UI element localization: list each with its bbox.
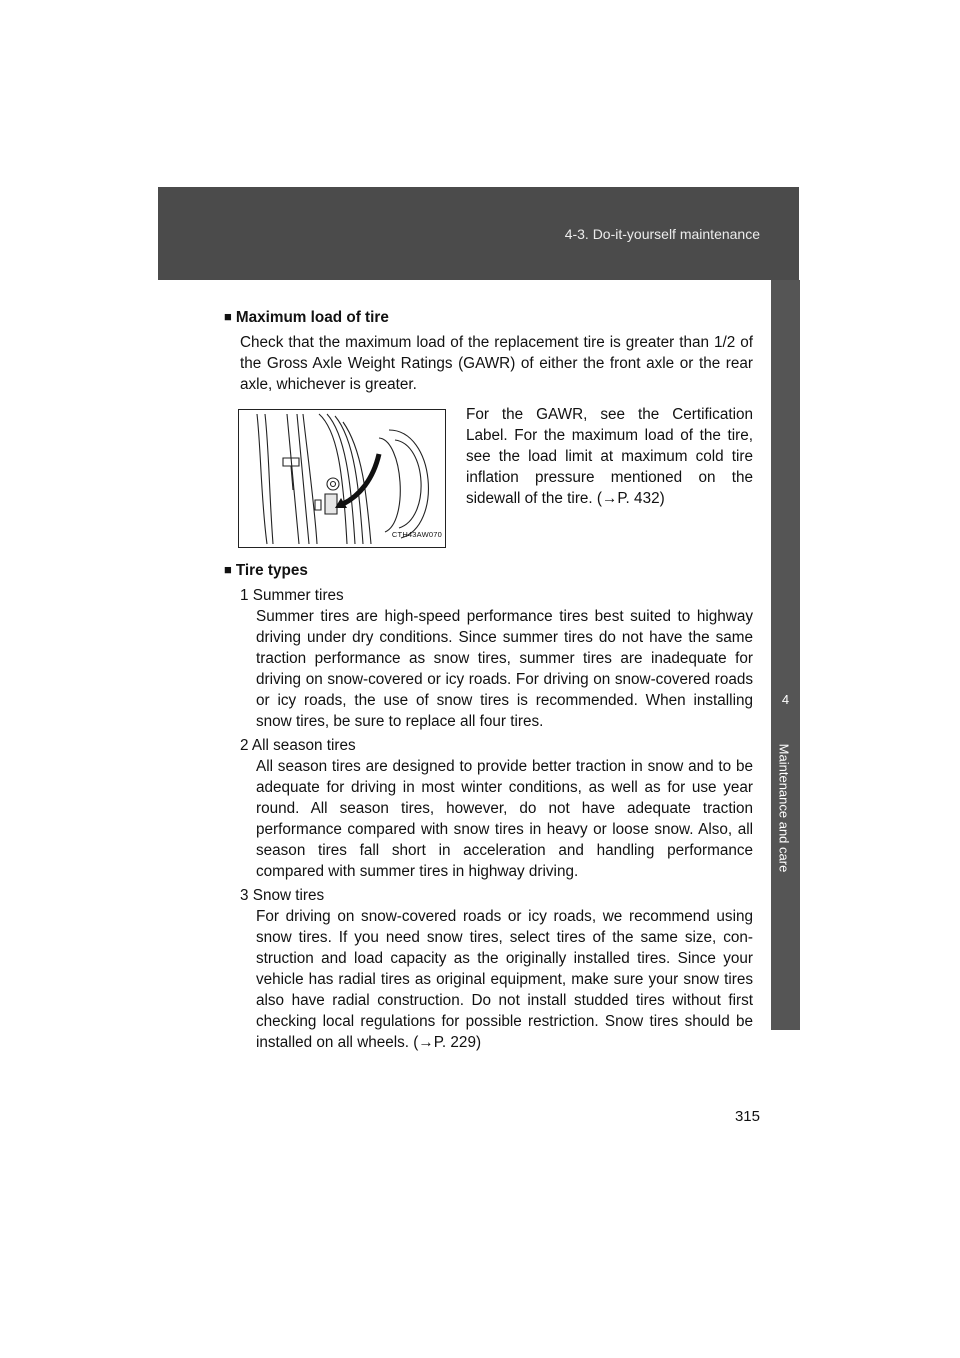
heading-max-load-text: Maximum load of tire	[235, 309, 389, 326]
heading-max-load	[224, 307, 389, 328]
heading-tire-types-text: Tire types	[235, 562, 308, 579]
tire-type-body: For driving on snow-covered roads or icy roads, we recommend using snow tires. If you need snow tires, select tires of the same size, con-struction and load capacity as the originally installed tires. Since your vehicle has radial tires as original equipment, make sure your snow tires also have radial construction. Do not install studded tires without first checking local regulations for possible restriction. Snow tires should be installed on all wheels. (→P. 229)	[256, 908, 753, 1051]
chapter-number: 4	[781, 692, 790, 707]
tire-type-title: 2 All season tires	[240, 737, 356, 754]
section-title: 4-3. Do-it-yourself maintenance	[564, 226, 760, 242]
tire-type-body: All season tires are designed to provide better traction in snow and to be adequate for driving in most winter conditions, as well as for use year round. All season tires, however, do not have adequate traction performance compared with snow tires in heavy or loose snow. Also, all season tires fall short in acceleration and handling performance compared with summer tires in highway driving.	[256, 758, 753, 880]
tire-type-title: 1 Summer tires	[240, 587, 344, 604]
max-load-body: Check that the maximum load of the replacement tire is greater than 1/2 of the Gross Axle Weight Ratings (GAWR) of either the front axle or the rear axle, whichever is greater.	[240, 334, 753, 393]
certification-label-figure	[238, 409, 446, 548]
tire-type-title: 3 Snow tires	[240, 887, 325, 904]
chapter-side-tab	[771, 280, 800, 1030]
tire-type-body: Summer tires are high-speed performance tires best suited to highway driving under dry conditions. Since summer tires do not have the same traction performance as snow tires, summer tires are inadequate for driving on snow-covered or icy roads. For driving on snow-covered roads or icy roads, the use of snow tires is recommended. When installing snow tires, be sure to replace all four tires.	[256, 608, 753, 730]
page-number: 315	[734, 1108, 760, 1125]
figure-note: For the GAWR, see the Certification Label. For the maximum load of the tire, see the load limit at maximum cold tire inflation pressure mentioned on the sidewall of the tire. (→P. 432)	[466, 406, 753, 507]
figure-code: CTH43AW070	[391, 530, 442, 539]
square-bullet-icon: ■	[224, 562, 232, 577]
heading-tire-types	[224, 560, 308, 581]
square-bullet-icon: ■	[224, 309, 232, 324]
chapter-label: Maintenance and care	[776, 743, 792, 873]
